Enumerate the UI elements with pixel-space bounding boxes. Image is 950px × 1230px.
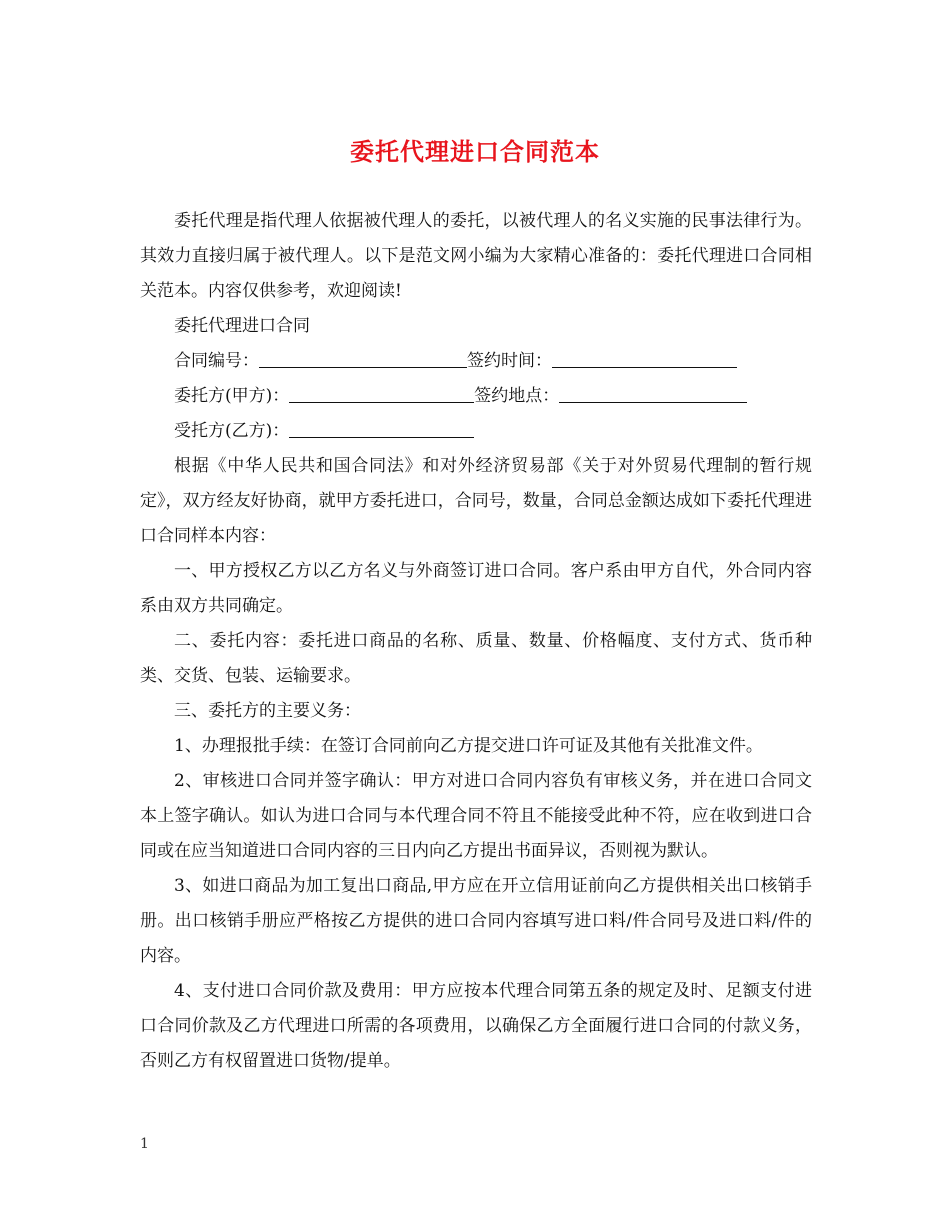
sign-time-blank bbox=[552, 347, 737, 368]
field-row-party-a bbox=[140, 379, 812, 414]
sign-time-label: 签约时间： bbox=[467, 351, 552, 371]
party-a-label: 委托方(甲方)： bbox=[174, 386, 290, 406]
clause-paragraph: 三、委托方的主要义务： bbox=[174, 701, 361, 721]
document-body bbox=[140, 204, 812, 1079]
field-row-party-b bbox=[140, 414, 812, 449]
contract-heading: 委托代理进口合同 bbox=[174, 316, 310, 336]
document-title: 委托代理进口合同范本 bbox=[350, 137, 600, 166]
intro-paragraph: 委托代理是指代理人依据被代理人的委托，以被代理人的名义实施的民事法律行为。其效力直接归属于被代理人。以下是范文网小编为大家精心准备的：委托代理进口合同相关范本。内容仅供参考，欢迎阅读! bbox=[140, 211, 812, 301]
clause-paragraph: 2、审核进口合同并签字确认：甲方对进口合同内容负有审核义务，并在进口合同文本上签字确认。如认为进口合同与本代理合同不符且不能接受此种不符，应在收到进口合同或在应当知道进口合同内容的三日内向乙方提出书面异议，否则视为默认。 bbox=[140, 771, 812, 861]
clause-paragraph: 二、委托内容：委托进口商品的名称、质量、数量、价格幅度、支付方式、货币种类、交货、包装、运输要求。 bbox=[140, 631, 812, 686]
sign-place-label: 签约地点： bbox=[474, 386, 560, 406]
clause-paragraph: 根据《中华人民共和国合同法》和对外经济贸易部《关于对外贸易代理制的暂行规定》，双方经友好协商，就甲方委托进口，合同号，数量，合同总金额达成如下委托代理进口合同样本内容： bbox=[140, 456, 812, 546]
contract-no-blank bbox=[259, 347, 467, 368]
clause-paragraph: 4、支付进口合同价款及费用：甲方应按本代理合同第五条的规定及时、足额支付进口合同价款及乙方代理进口所需的各项费用，以确保乙方全面履行进口合同的付款义务，否则乙方有权留置进口货物/提单。 bbox=[140, 981, 812, 1071]
clause-paragraph: 1、办理报批手续：在签订合同前向乙方提交进口许可证及其他有关批准文件。 bbox=[174, 736, 763, 756]
clause-paragraph: 一、甲方授权乙方以乙方名义与外商签订进口合同。客户系由甲方自代，外合同内容系由双方共同确定。 bbox=[140, 561, 812, 616]
field-row-contract-no bbox=[140, 344, 812, 379]
sign-place-blank bbox=[559, 382, 747, 403]
party-b-label: 受托方(乙方)： bbox=[174, 421, 290, 441]
page-number: 1 bbox=[140, 1136, 149, 1152]
party-b-blank bbox=[289, 417, 474, 438]
clause-paragraph: 3、如进口商品为加工复出口商品,甲方应在开立信用证前向乙方提供相关出口核销手册。出口核销手册应严格按乙方提供的进口合同内容填写进口料/件合同号及进口料/件的内容。 bbox=[140, 876, 812, 966]
party-a-blank bbox=[289, 382, 474, 403]
contract-no-label: 合同编号： bbox=[174, 351, 259, 371]
